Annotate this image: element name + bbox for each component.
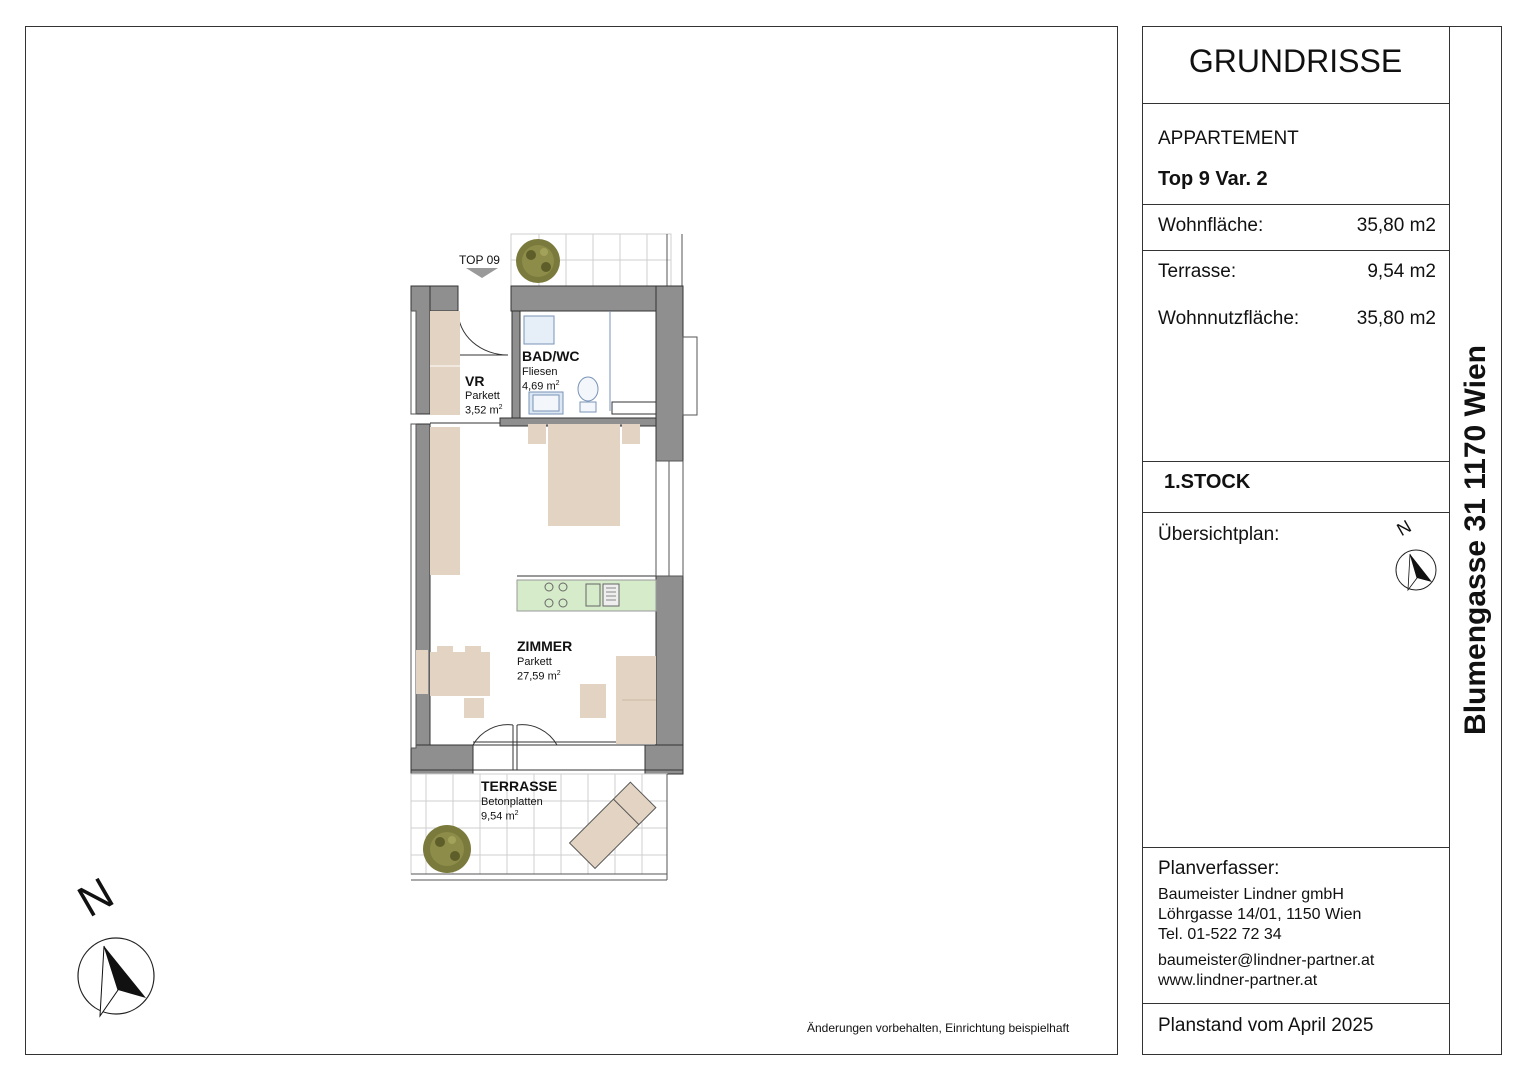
entrance-arrow (466, 268, 498, 278)
area-value-terrasse: 9,54 m2 (1367, 261, 1436, 282)
divider (1142, 461, 1449, 462)
footer-note: Änderungen vorbehalten, Einrichtung beispielhaft (807, 1021, 1070, 1035)
room-bad-area (522, 380, 560, 393)
room-bad-area-value: 4,69 m (522, 380, 556, 393)
plant-south (423, 825, 471, 873)
room-bad-area-unit: 2 (555, 380, 560, 387)
room-terrasse-floor: Betonplatten (481, 796, 543, 808)
wardrobe-west (430, 427, 460, 575)
room-vr-area-unit: 2 (498, 404, 503, 411)
room-vr-name: VR (465, 373, 485, 389)
author-line-2: Löhrgasse 14/01, 1150 Wien (1158, 906, 1362, 923)
area-label-wohnflaeche: Wohnfläche: (1158, 215, 1264, 236)
area-value-wohnflaeche: 35,80 m2 (1356, 215, 1436, 236)
bath-fixtures (524, 316, 598, 414)
area-label-terrasse: Terrasse: (1158, 261, 1237, 282)
room-vr-floor: Parkett (465, 390, 500, 402)
divider (1142, 204, 1449, 205)
overview-label: Übersichtplan: (1158, 524, 1280, 545)
wardrobe-vr (430, 311, 460, 415)
room-zimmer-area-value: 27,59 m (517, 670, 557, 683)
room-vr-area (465, 404, 503, 417)
room-terrasse-area (481, 810, 519, 823)
room-zimmer-floor: Parkett (517, 656, 552, 668)
divider (1142, 847, 1449, 848)
author-line-3: Tel. 01-522 72 34 (1158, 926, 1282, 943)
room-zimmer-area-unit: 2 (556, 670, 561, 677)
area-label-wohnnutzflaeche: Wohnnutzfläche: (1158, 308, 1300, 329)
room-zimmer-area (517, 670, 561, 683)
entrance-door (458, 286, 511, 355)
north-arrow-large (78, 938, 154, 1016)
plant-north (516, 239, 560, 283)
contact-email: baumeister@lindner-partner.at (1158, 952, 1375, 969)
divider (1142, 1003, 1449, 1004)
unit-type: APPARTEMENT (1158, 128, 1299, 149)
room-terrasse-area-unit: 2 (514, 810, 519, 817)
floor-level: 1.STOCK (1164, 471, 1251, 493)
contact-website: www.lindner-partner.at (1158, 972, 1318, 989)
bed (528, 424, 640, 526)
room-terrasse-name: TERRASSE (481, 778, 558, 794)
address-vertical: Blumengasse 31 1170 Wien (1459, 345, 1492, 735)
unit-name: Top 9 Var. 2 (1158, 168, 1268, 190)
room-zimmer-name: ZIMMER (517, 638, 573, 654)
room-vr-area-value: 3,52 m (465, 404, 499, 417)
room-bad-floor: Fliesen (522, 366, 558, 378)
divider (1142, 250, 1449, 251)
author-heading: Planverfasser: (1158, 858, 1280, 879)
divider (1142, 512, 1449, 513)
divider (1142, 103, 1449, 104)
entrance-label: TOP 09 (459, 253, 500, 267)
title: GRUNDRISSE (1188, 43, 1403, 79)
room-bad-name: BAD/WC (522, 348, 580, 364)
plan-status: Planstand vom April 2025 (1158, 1015, 1374, 1036)
author-line-1: Baumeister Lindner gmbH (1158, 886, 1344, 903)
north-label-large: N (69, 868, 122, 927)
kitchen (517, 580, 656, 611)
north-label-small: N (1393, 516, 1415, 540)
room-terrasse-area-value: 9,54 m (481, 810, 515, 823)
title-block-divider-vertical (1449, 26, 1450, 1055)
area-value-wohnnutzflaeche: 35,80 m2 (1356, 308, 1436, 329)
